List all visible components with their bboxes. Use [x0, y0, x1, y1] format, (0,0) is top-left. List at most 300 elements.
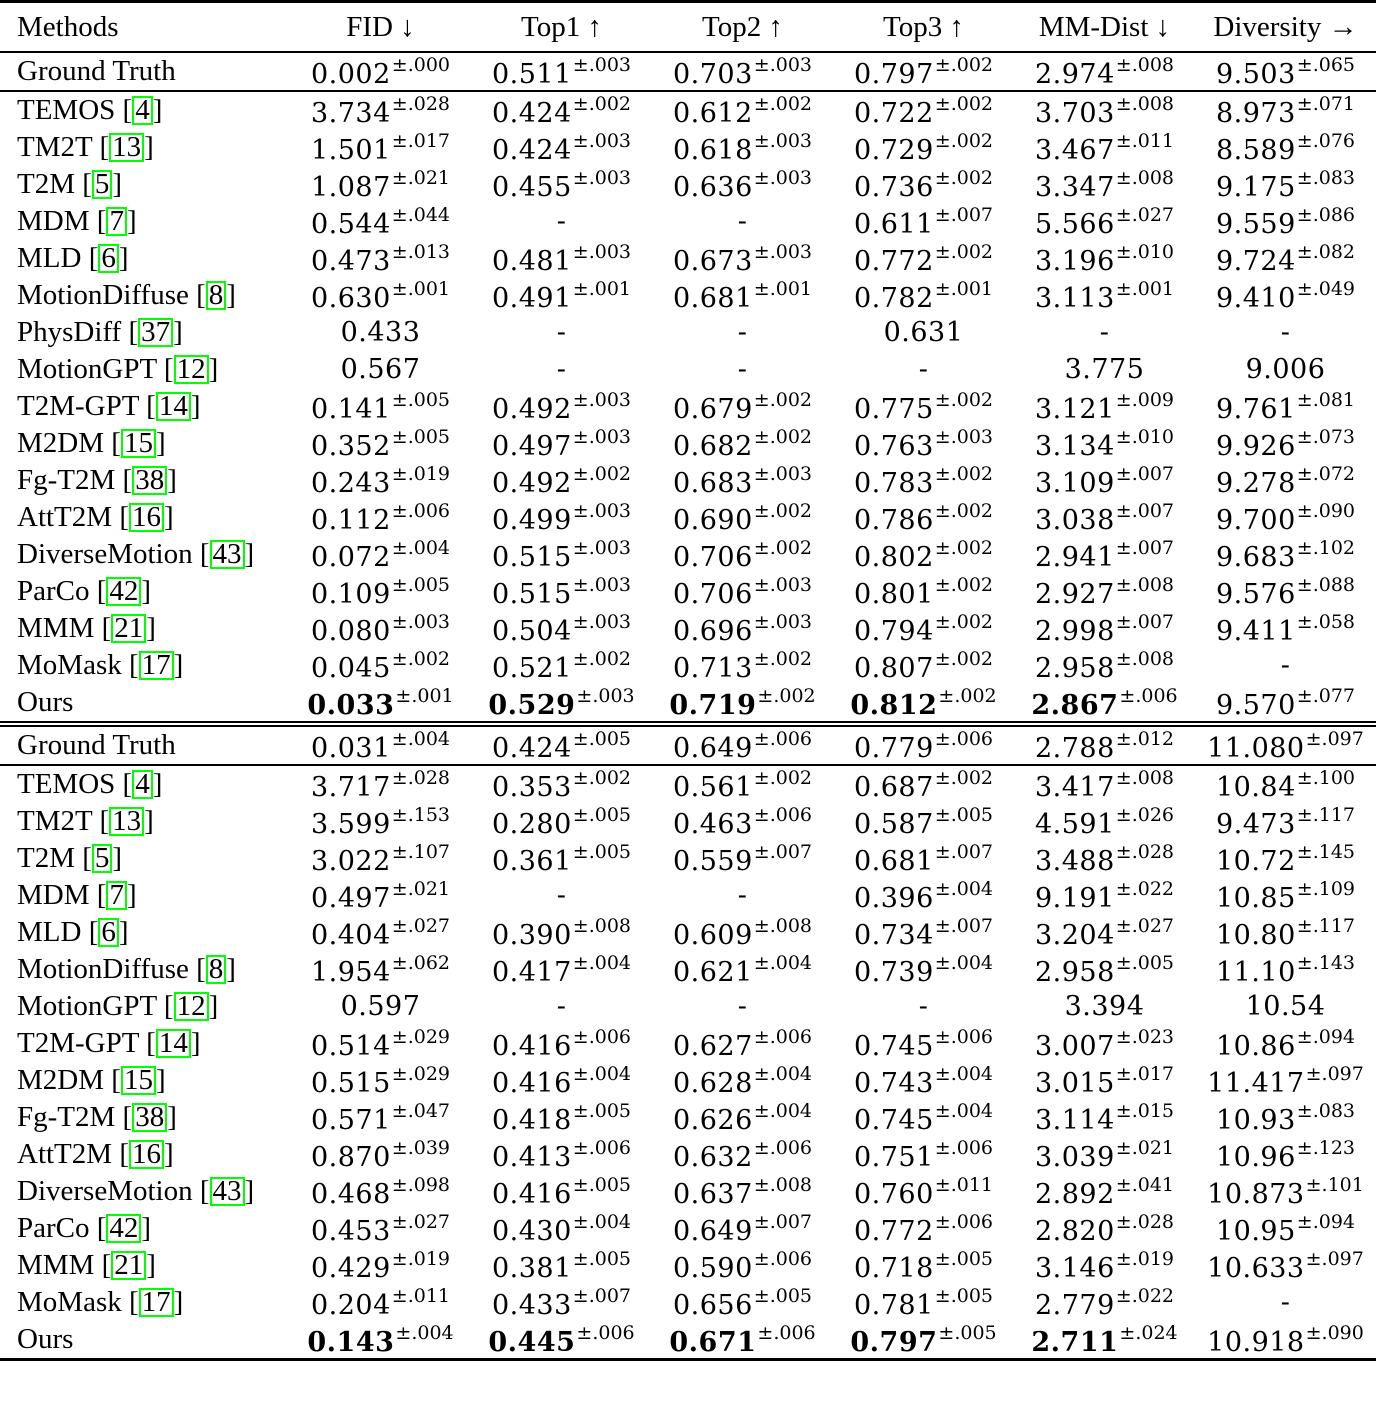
metric-value: 0.671	[669, 1326, 757, 1358]
method-cell	[0, 684, 290, 724]
metric-value: 0.417	[491, 956, 572, 988]
metric-std: ±.002	[757, 684, 816, 707]
metric-value: 0.511	[491, 58, 572, 90]
metric-cell	[652, 1284, 833, 1321]
table-row	[0, 840, 1376, 877]
metric-cell	[290, 988, 471, 1025]
metric-cell	[1014, 988, 1195, 1025]
citation-link[interactable]: 13	[109, 133, 144, 162]
metric-value: 1.954	[310, 956, 391, 988]
metric-value: 3.488	[1034, 845, 1115, 877]
metric-value: 0.781	[853, 1289, 934, 1321]
metric-std: ±.021	[391, 877, 451, 900]
metric-value: 5.566	[1034, 208, 1115, 240]
metric-value: 3.113	[1034, 282, 1115, 314]
metric-cell	[471, 1321, 652, 1360]
table-row	[0, 1062, 1376, 1099]
metric-value: 0.802	[853, 541, 934, 573]
metric-cell	[652, 647, 833, 684]
table-row	[0, 1210, 1376, 1247]
metric-cell	[1195, 499, 1376, 536]
citation-link[interactable]: 42	[106, 1214, 141, 1243]
metric-value: 0.587	[853, 808, 934, 840]
citation-link[interactable]: 37	[138, 318, 173, 347]
metric-value: 0.632	[672, 1141, 753, 1173]
metric-value: -	[737, 354, 748, 385]
metric-std: ±.002	[753, 647, 813, 670]
metric-value: -	[1280, 1287, 1291, 1318]
metric-std: ±.008	[753, 1173, 813, 1196]
method-name: T2M-GPT	[17, 390, 139, 422]
metric-cell	[471, 573, 652, 610]
metric-value: 0.571	[310, 1104, 391, 1136]
metric-cell	[833, 1173, 1014, 1210]
citation-link[interactable]: 6	[98, 918, 119, 947]
metric-value: 0.109	[310, 578, 391, 610]
method-cell: ParCo [ 42 ]	[17, 575, 152, 607]
metric-cell	[1195, 1284, 1376, 1321]
metric-std: ±.005	[934, 803, 994, 826]
metric-value: 0.031	[310, 732, 391, 764]
table-row	[0, 499, 1376, 536]
metric-std: ±.094	[1296, 1210, 1356, 1233]
table-row	[0, 803, 1376, 840]
metric-std: ±.008	[1115, 92, 1175, 115]
metric-std: ±.003	[572, 166, 632, 189]
metric-value: 0.618	[672, 134, 753, 166]
metric-value: 9.570	[1215, 689, 1296, 721]
metric-cell	[1195, 129, 1376, 166]
table-row	[0, 425, 1376, 462]
metric-std: ±.027	[1115, 914, 1175, 937]
method-cell: MLD [ 6 ]	[17, 242, 129, 274]
metric-cell	[1014, 462, 1195, 499]
metric-cell	[1014, 536, 1195, 573]
method-cell: MDM [ 7 ]	[17, 879, 137, 911]
metric-std: ±.017	[1115, 1062, 1175, 1085]
metric-cell	[471, 1062, 652, 1099]
citation-link[interactable]: 38	[132, 1103, 167, 1132]
method-cell: TM2T [ 13 ]	[17, 805, 154, 837]
citation-link[interactable]: 8	[206, 281, 227, 310]
metric-cell	[1195, 951, 1376, 988]
metric-value: 0.529	[488, 689, 576, 721]
metric-cell	[652, 166, 833, 203]
metric-cell	[1014, 765, 1195, 803]
metric-value: 0.243	[310, 467, 391, 499]
metric-std: ±.117	[1296, 914, 1356, 937]
metric-std: ±.003	[934, 425, 994, 448]
metric-std: ±.101	[1305, 1173, 1364, 1196]
method-name: ParCo	[17, 575, 90, 607]
method-cell: DiverseMotion [ 43 ]	[17, 538, 255, 570]
metric-value: 0.404	[310, 919, 391, 951]
table-row	[0, 1099, 1376, 1136]
metric-cell	[652, 1173, 833, 1210]
metric-std: ±.003	[572, 53, 632, 76]
metric-std: ±.010	[1115, 240, 1175, 263]
method-cell: MMM [ 21 ]	[17, 612, 156, 644]
metric-value: 0.649	[672, 732, 753, 764]
citation-link[interactable]: 43	[210, 540, 245, 569]
metric-std: ±.047	[391, 1099, 451, 1122]
metric-std: ±.007	[1115, 610, 1175, 633]
method-name: AttT2M	[17, 501, 113, 533]
metric-cell	[1195, 914, 1376, 951]
metric-cell	[290, 277, 471, 314]
metric-value: 0.424	[491, 732, 572, 764]
metric-value: 0.352	[310, 430, 391, 462]
header-fid: FID ↓	[290, 2, 471, 53]
metric-std: ±.003	[572, 573, 632, 596]
metric-cell	[290, 240, 471, 277]
metric-cell	[290, 166, 471, 203]
metric-cell	[471, 803, 652, 840]
metric-std: ±.097	[1305, 727, 1364, 750]
metric-value: 2.927	[1034, 578, 1115, 610]
metric-std: ±.007	[934, 914, 994, 937]
metric-std: ±.003	[572, 240, 632, 263]
table-row	[0, 914, 1376, 951]
metric-cell	[652, 1247, 833, 1284]
metric-value: 2.892	[1034, 1178, 1115, 1210]
metric-cell	[1195, 1025, 1376, 1062]
metric-cell	[290, 647, 471, 684]
header-methods: Methods	[0, 2, 290, 53]
metric-value: 0.416	[491, 1030, 572, 1062]
metric-value: 0.418	[491, 1104, 572, 1136]
metric-cell	[290, 1136, 471, 1173]
method-name: AttT2M	[17, 1138, 113, 1170]
metric-cell	[833, 277, 1014, 314]
citation-link[interactable]: 7	[106, 881, 127, 910]
method-cell: MoMask [ 17 ]	[17, 649, 184, 681]
metric-value: 0.718	[853, 1252, 934, 1284]
metric-std: ±.005	[391, 425, 451, 448]
metric-cell	[833, 803, 1014, 840]
metric-cell	[290, 52, 471, 91]
citation-link[interactable]: 6	[98, 244, 119, 273]
citation-link[interactable]: 42	[106, 577, 141, 606]
metric-cell	[1195, 314, 1376, 351]
metric-value: 11.417	[1207, 1067, 1305, 1099]
metric-value: 3.204	[1034, 919, 1115, 951]
metric-std: ±.002	[934, 499, 994, 522]
metric-std: ±.004	[572, 1210, 632, 1233]
citation-link[interactable]: 17	[139, 1288, 174, 1317]
method-cell: DiverseMotion [ 43 ]	[17, 1175, 255, 1207]
metric-cell	[290, 610, 471, 647]
method-name: MMM	[17, 612, 95, 644]
metric-value: 0.637	[672, 1178, 753, 1210]
citation-link[interactable]: 4	[132, 770, 153, 799]
method-cell: AttT2M [ 16 ]	[17, 1138, 174, 1170]
metric-cell	[652, 765, 833, 803]
citation-link[interactable]: 38	[132, 466, 167, 495]
table-row	[0, 1247, 1376, 1284]
metric-std: ±.083	[1296, 1099, 1356, 1122]
metric-std: ±.006	[576, 1321, 635, 1344]
metric-value: 0.745	[853, 1104, 934, 1136]
metric-value: 0.612	[672, 97, 753, 129]
metric-cell	[833, 388, 1014, 425]
metric-value: 4.591	[1034, 808, 1115, 840]
metric-value: -	[556, 880, 567, 911]
metric-cell	[471, 951, 652, 988]
metric-value: 3.022	[310, 845, 391, 877]
metric-cell	[1195, 765, 1376, 803]
metric-cell	[652, 388, 833, 425]
method-name: TM2T	[17, 131, 93, 163]
metric-std: ±.019	[391, 462, 451, 485]
metric-std: ±.002	[753, 425, 813, 448]
metric-cell	[652, 1025, 833, 1062]
metric-value: 0.504	[491, 615, 572, 647]
metric-value: 9.926	[1215, 430, 1296, 462]
method-cell: M2DM [ 15 ]	[17, 427, 166, 459]
metric-value: 3.039	[1034, 1141, 1115, 1173]
metric-std: ±.145	[1296, 840, 1356, 863]
metric-value: 2.941	[1034, 541, 1115, 573]
metric-std: ±.002	[753, 499, 813, 522]
metric-cell	[471, 166, 652, 203]
metric-cell	[1195, 1247, 1376, 1284]
table-row	[0, 388, 1376, 425]
metric-cell	[1195, 1210, 1376, 1247]
metric-std: ±.006	[934, 1025, 994, 1048]
citation-link[interactable]: 7	[106, 207, 127, 236]
metric-value: 0.463	[672, 808, 753, 840]
metric-value: 0.719	[669, 689, 757, 721]
metric-cell	[833, 1025, 1014, 1062]
metric-std: ±.005	[938, 1321, 997, 1344]
metric-value: 2.998	[1034, 615, 1115, 647]
metric-std: ±.006	[572, 1025, 632, 1048]
metric-value: 0.779	[853, 732, 934, 764]
metric-std: ±.002	[934, 53, 994, 76]
method-name: MoMask	[17, 1286, 122, 1318]
metric-value: 2.788	[1034, 732, 1115, 764]
method-name: ParCo	[17, 1212, 90, 1244]
metric-std: ±.002	[753, 388, 813, 411]
metric-value: 0.703	[672, 58, 753, 90]
metric-value: 10.633	[1207, 1252, 1305, 1284]
metric-cell	[652, 988, 833, 1025]
table-row	[0, 536, 1376, 573]
citation-link[interactable]: 17	[139, 651, 174, 680]
metric-std: ±.001	[934, 277, 994, 300]
metric-value: 0.801	[853, 578, 934, 610]
metric-value: 0.280	[491, 808, 572, 840]
metric-cell	[290, 314, 471, 351]
metric-std: ±.002	[572, 462, 632, 485]
header-top3: Top3 ↑	[833, 2, 1014, 53]
metric-cell	[1014, 647, 1195, 684]
citation-link[interactable]: 14	[156, 1029, 191, 1058]
metric-value: 10.96	[1215, 1141, 1296, 1173]
method-name: PhysDiff	[17, 316, 122, 348]
metric-value: -	[556, 206, 567, 237]
metric-cell	[652, 91, 833, 129]
citation-link[interactable]: 14	[156, 392, 191, 421]
metric-value: 9.278	[1215, 467, 1296, 499]
metric-cell	[1195, 610, 1376, 647]
citation-link[interactable]: 16	[129, 503, 164, 532]
table-row	[0, 951, 1376, 988]
citation-link[interactable]: 15	[121, 1066, 156, 1095]
metric-cell	[471, 277, 652, 314]
metric-value: 0.497	[491, 430, 572, 462]
metric-value: 9.175	[1215, 171, 1296, 203]
metric-value: 0.381	[491, 1252, 572, 1284]
citation-link[interactable]: 16	[129, 1140, 164, 1169]
metric-cell	[833, 1284, 1014, 1321]
table-row	[0, 1284, 1376, 1321]
metric-std: ±.071	[1296, 92, 1356, 115]
metric-cell	[1014, 951, 1195, 988]
metric-cell	[471, 1173, 652, 1210]
metric-cell	[1014, 573, 1195, 610]
metric-std: ±.100	[1296, 766, 1356, 789]
metric-value: 0.736	[853, 171, 934, 203]
metric-cell	[471, 724, 652, 765]
citation-link[interactable]: 21	[111, 614, 146, 643]
citation-link[interactable]: 12	[174, 992, 209, 1021]
metric-std: ±.097	[1305, 1247, 1364, 1270]
method-cell: Fg-T2M [ 38 ]	[17, 464, 177, 496]
metric-std: ±.008	[753, 914, 813, 937]
method-cell: ParCo [ 42 ]	[17, 1212, 152, 1244]
metric-std: ±.003	[753, 462, 813, 485]
metric-value: 9.410	[1215, 282, 1296, 314]
metric-value: 3.015	[1034, 1067, 1115, 1099]
method-cell: MLD [ 6 ]	[17, 916, 129, 948]
table-row	[0, 351, 1376, 388]
metric-cell	[1014, 877, 1195, 914]
metric-cell	[833, 129, 1014, 166]
metric-cell	[290, 951, 471, 988]
metric-std: ±.090	[1296, 499, 1356, 522]
metric-std: ±.065	[1296, 53, 1356, 76]
table-row	[0, 462, 1376, 499]
metric-std: ±.041	[1115, 1173, 1175, 1196]
metric-value: 3.775	[1064, 354, 1145, 385]
ground-truth-row	[0, 724, 1376, 765]
metric-std: ±.005	[572, 727, 632, 750]
metric-cell	[1014, 1210, 1195, 1247]
metric-cell	[1195, 573, 1376, 610]
metric-cell	[1195, 203, 1376, 240]
metric-cell	[471, 840, 652, 877]
citation-link[interactable]: 4	[132, 96, 153, 125]
metric-std: ±.097	[1305, 1062, 1364, 1085]
metric-value: 10.80	[1215, 919, 1296, 951]
metric-value: 0.112	[310, 504, 391, 536]
citation-link[interactable]: 21	[111, 1251, 146, 1280]
metric-cell	[652, 314, 833, 351]
metric-value: 0.751	[853, 1141, 934, 1173]
metric-value: 0.492	[491, 467, 572, 499]
citation-link[interactable]: 43	[210, 1177, 245, 1206]
metric-std: ±.002	[391, 647, 451, 670]
method-cell: Fg-T2M [ 38 ]	[17, 1101, 177, 1133]
citation-link[interactable]: 15	[121, 429, 156, 458]
citation-link[interactable]: 5	[92, 844, 113, 873]
metric-cell	[1014, 166, 1195, 203]
metric-std: ±.003	[572, 610, 632, 633]
metric-std: ±.102	[1296, 536, 1356, 559]
table-row	[0, 203, 1376, 240]
citation-link[interactable]: 13	[109, 807, 144, 836]
metric-value: 0.626	[672, 1104, 753, 1136]
metric-cell	[290, 499, 471, 536]
metric-std: ±.006	[753, 1025, 813, 1048]
metric-cell	[652, 724, 833, 765]
metric-value: 0.433	[340, 317, 421, 348]
method-name: M2DM	[17, 427, 105, 459]
metric-value: 0.072	[310, 541, 391, 573]
metric-std: ±.090	[1305, 1321, 1364, 1344]
metric-std: ±.012	[1115, 727, 1175, 750]
metric-cell	[290, 573, 471, 610]
metric-std: ±.003	[753, 53, 813, 76]
metric-value: 0.497	[310, 882, 391, 914]
citation-link[interactable]: 5	[92, 170, 113, 199]
metric-std: ±.028	[391, 92, 451, 115]
metric-value: 0.706	[672, 578, 753, 610]
metric-std: ±.088	[1296, 573, 1356, 596]
metric-cell	[471, 765, 652, 803]
metric-value: 0.045	[310, 652, 391, 684]
citation-link[interactable]: 12	[174, 355, 209, 384]
metric-value: -	[737, 206, 748, 237]
metric-value: 0.706	[672, 541, 753, 573]
metric-cell	[471, 914, 652, 951]
metric-value: 0.812	[850, 689, 938, 721]
metric-value: 0.775	[853, 393, 934, 425]
metric-cell	[1014, 314, 1195, 351]
metric-std: ±.002	[934, 92, 994, 115]
metric-std: ±.004	[391, 536, 451, 559]
metric-value: 0.807	[853, 652, 934, 684]
metric-value: -	[1280, 650, 1291, 681]
metric-cell	[290, 462, 471, 499]
table-row	[0, 877, 1376, 914]
method-cell: MotionDiffuse [ 8 ]	[17, 953, 236, 985]
metric-cell	[1195, 647, 1376, 684]
metric-cell	[1195, 388, 1376, 425]
method-cell: T2M [ 5 ]	[17, 842, 123, 874]
citation-link[interactable]: 8	[206, 955, 227, 984]
metric-value: 0.590	[672, 1252, 753, 1284]
metric-value: -	[1280, 317, 1291, 348]
metric-std: ±.028	[1115, 840, 1175, 863]
table-row	[0, 240, 1376, 277]
metric-std: ±.002	[934, 573, 994, 596]
metric-value: 3.717	[310, 771, 391, 803]
metric-cell	[290, 724, 471, 765]
metric-value: 0.609	[672, 919, 753, 951]
metric-value: 8.589	[1215, 134, 1296, 166]
metric-std: ±.027	[391, 1210, 451, 1233]
metric-value: 9.006	[1245, 354, 1326, 385]
metric-cell	[652, 951, 833, 988]
metric-std: ±.058	[1296, 610, 1356, 633]
metric-std: ±.006	[934, 727, 994, 750]
metric-value: 9.473	[1215, 808, 1296, 840]
metric-std: ±.002	[934, 462, 994, 485]
metric-std: ±.001	[572, 277, 632, 300]
